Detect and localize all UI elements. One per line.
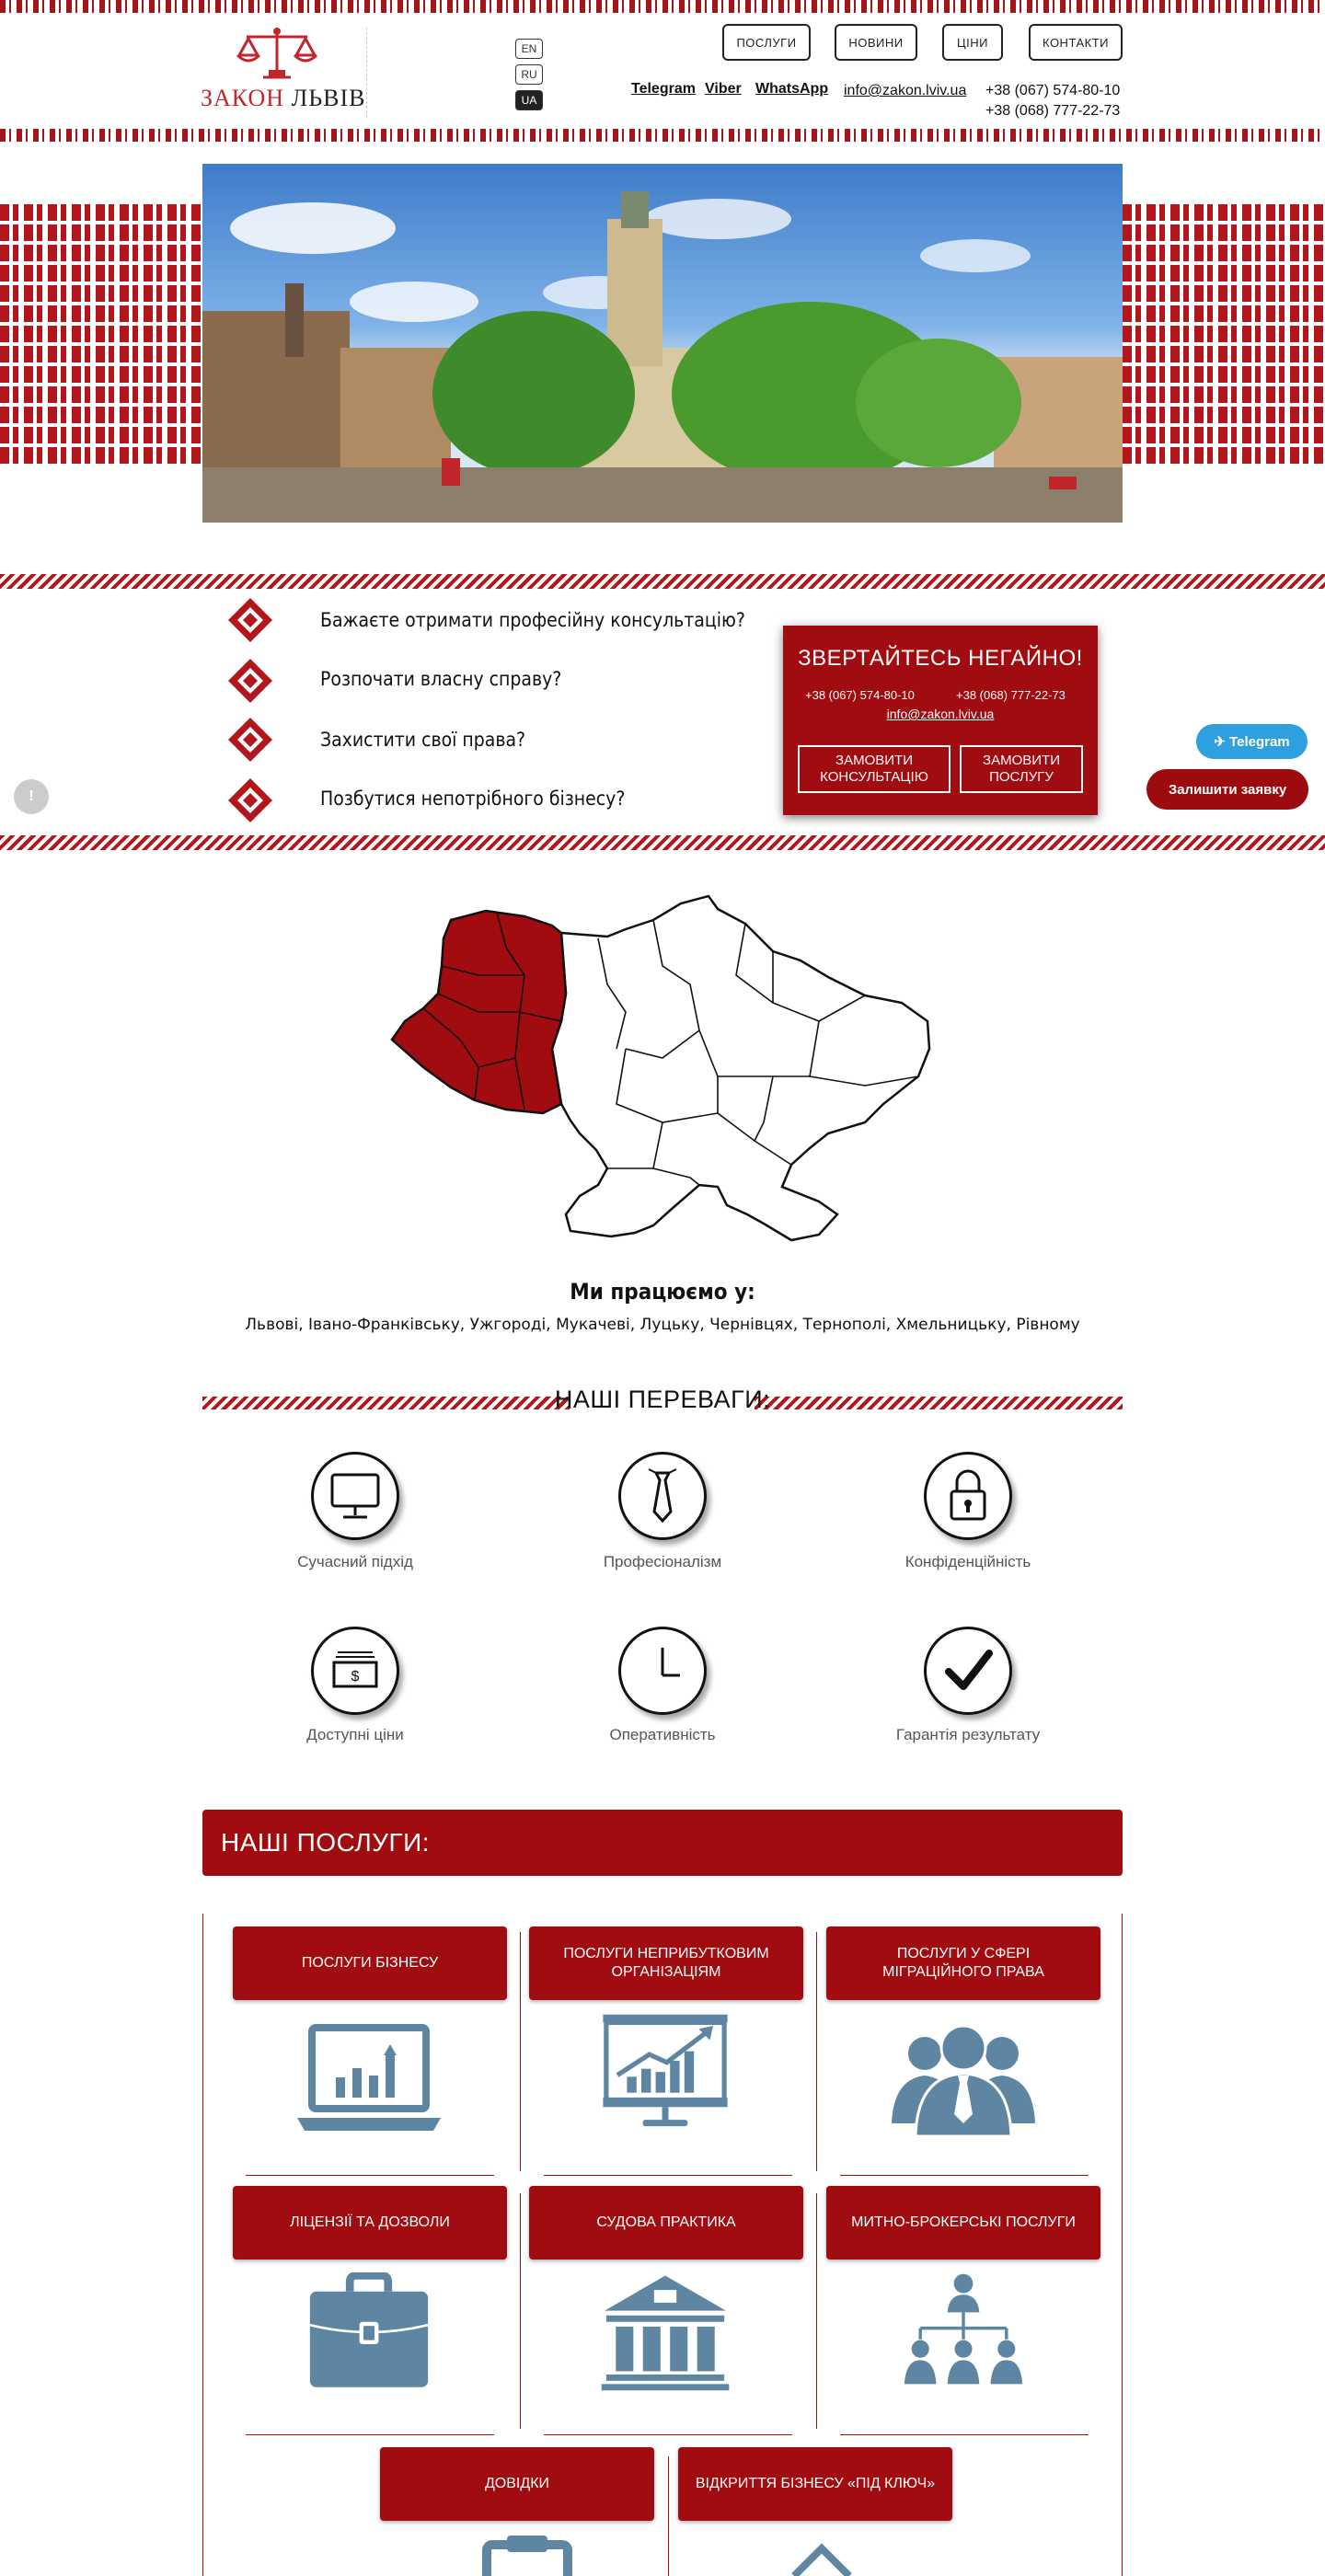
ornament-rhomb-icon <box>226 657 274 705</box>
services-header <box>202 1810 1123 1876</box>
courthouse-icon <box>592 2272 739 2392</box>
ornament-band-header-bottom <box>0 129 1325 142</box>
services-grid <box>202 1914 1123 2576</box>
telegram-link[interactable]: Telegram <box>631 81 696 97</box>
lang-en[interactable]: EN <box>515 39 543 59</box>
email-link-header[interactable]: info@zakon.lviv.ua <box>844 83 967 98</box>
ornament-band-consult-top <box>0 574 1325 589</box>
nav-news[interactable]: НОВИНИ <box>835 24 917 61</box>
advantages-title: НАШІ ПЕРЕВАГИ: <box>554 1386 771 1413</box>
svg-text:$: $ <box>351 1669 360 1685</box>
leave-request-button[interactable]: Залишити заявку <box>1146 769 1308 810</box>
ornament-rhomb-icon <box>226 596 274 644</box>
row-divider <box>544 2175 792 2176</box>
phone-1-header[interactable]: +38 (067) 574-80-10 <box>985 83 1121 98</box>
advantage-professionalism: Професіоналізм <box>603 1553 722 1570</box>
ornament-band-top <box>0 0 1325 13</box>
whatsapp-link[interactable]: WhatsApp <box>755 81 829 97</box>
logo[interactable] <box>201 24 366 120</box>
lang-ru[interactable]: RU <box>515 64 543 85</box>
row-divider <box>544 2434 792 2435</box>
hierarchy-icon <box>890 2272 1037 2392</box>
callout-title: ЗВЕРТАЙТЕСЬ НЕГАЙНО! <box>798 646 1083 671</box>
service-customs-button[interactable]: МИТНО-БРОКЕРСЬКІ ПОСЛУГИ <box>826 2186 1100 2260</box>
service-nonprofit-button[interactable]: ПОСЛУГИ НЕПРИБУТКОВИМ ОРГАНІЗАЦІЯМ <box>529 1926 803 2000</box>
row-divider <box>246 2175 494 2176</box>
column-divider <box>816 1932 817 2171</box>
laptop-chart-icon <box>295 2022 443 2142</box>
ornament-rhomb-icon <box>226 776 274 824</box>
service-business-button[interactable]: ПОСЛУГИ БІЗНЕСУ <box>233 1926 507 2000</box>
advantage-result-guarantee: Гарантія результату <box>895 1726 1041 1743</box>
row-divider <box>840 2434 1089 2435</box>
tie-icon <box>618 1452 707 1540</box>
info-float-button[interactable]: ! <box>14 779 49 814</box>
nav-prices[interactable]: ЦІНИ <box>942 24 1003 61</box>
hero-image-lviv <box>202 164 1123 523</box>
service-certificates-button[interactable]: ДОВІДКИ <box>380 2447 654 2521</box>
callout-phone-1[interactable]: +38 (067) 574-80-10 <box>805 688 915 702</box>
advantage-modern-approach: Сучасний підхід <box>297 1553 413 1570</box>
services-title: НАШІ ПОСЛУГИ: <box>221 1828 431 1857</box>
coverage-title: Ми працюємо у: <box>570 1279 755 1305</box>
nav-contacts[interactable]: КОНТАКТИ <box>1029 24 1123 61</box>
service-court-button[interactable]: СУДОВА ПРАКТИКА <box>529 2186 803 2260</box>
briefcase-icon <box>295 2272 443 2392</box>
advantage-affordable-prices: Доступні ціни <box>306 1726 404 1743</box>
ornament-band-consult-bottom <box>0 835 1325 850</box>
clipboard-icon <box>454 2536 601 2576</box>
telegram-float-button[interactable]: ✈ Telegram <box>1196 724 1308 759</box>
checkmark-icon <box>924 1627 1012 1715</box>
lock-icon <box>924 1452 1012 1540</box>
ukraine-map <box>386 892 939 1265</box>
question-dispose-business: Позбутися непотрібного бізнесу? <box>320 788 626 810</box>
nav-services[interactable]: ПОСЛУГИ <box>722 24 811 61</box>
advantages-header <box>202 1386 1123 1419</box>
row-divider <box>246 2434 494 2435</box>
question-own-business: Розпочати власну справу? <box>320 668 562 690</box>
logo-text: ЗАКОН ЛЬВІВ <box>201 85 366 111</box>
contact-callout <box>783 626 1098 815</box>
ornament-left <box>0 204 202 464</box>
service-licenses-button[interactable]: ЛІЦЕНЗІЇ ТА ДОЗВОЛИ <box>233 2186 507 2260</box>
scales-icon <box>236 24 318 83</box>
lang-ua[interactable]: UA <box>515 90 543 110</box>
logo-divider <box>366 28 367 118</box>
phone-2-header[interactable]: +38 (068) 777-22-73 <box>985 103 1121 119</box>
question-consultation: Бажаєте отримати професійну консультацію? <box>320 609 745 631</box>
column-divider <box>816 2193 817 2429</box>
column-divider <box>668 2456 669 2576</box>
column-divider <box>520 1932 521 2171</box>
callout-phone-2[interactable]: +38 (068) 777-22-73 <box>956 688 1066 702</box>
question-protect-rights: Захистити свої права? <box>320 729 526 751</box>
clock-icon <box>618 1627 707 1715</box>
house-icon <box>748 2543 895 2576</box>
advantage-confidentiality: Конфіденційність <box>904 1553 1031 1570</box>
money-icon <box>311 1627 399 1715</box>
monitor-icon <box>311 1452 399 1540</box>
advantage-efficiency: Оперативність <box>609 1726 716 1743</box>
column-divider <box>520 2193 521 2429</box>
coverage-cities: Львові, Івано-Франківську, Ужгороді, Мукачеві, Луцьку, Чернівцях, Тернополі, Хмельницьку, Рівному <box>245 1316 1080 1334</box>
ornament-right <box>1123 204 1325 464</box>
callout-email[interactable]: info@zakon.lviv.ua <box>886 707 995 721</box>
service-migration-button[interactable]: ПОСЛУГИ У СФЕРІ МІГРАЦІЙНОГО ПРАВА <box>826 1926 1100 2000</box>
hero-illustration <box>202 164 1123 523</box>
service-turnkey-button[interactable]: ВІДКРИТТЯ БІЗНЕСУ «ПІД КЛЮЧ» <box>678 2447 952 2521</box>
people-icon <box>890 2022 1037 2142</box>
viber-link[interactable]: Viber <box>705 81 742 97</box>
order-service-button[interactable]: ЗАМОВИТИ ПОСЛУГУ <box>960 745 1083 793</box>
row-divider <box>840 2175 1089 2176</box>
growth-board-icon <box>592 2013 739 2133</box>
ornament-rhomb-icon <box>226 716 274 764</box>
order-consultation-button[interactable]: ЗАМОВИТИ КОНСУЛЬТАЦІЮ <box>798 745 951 793</box>
